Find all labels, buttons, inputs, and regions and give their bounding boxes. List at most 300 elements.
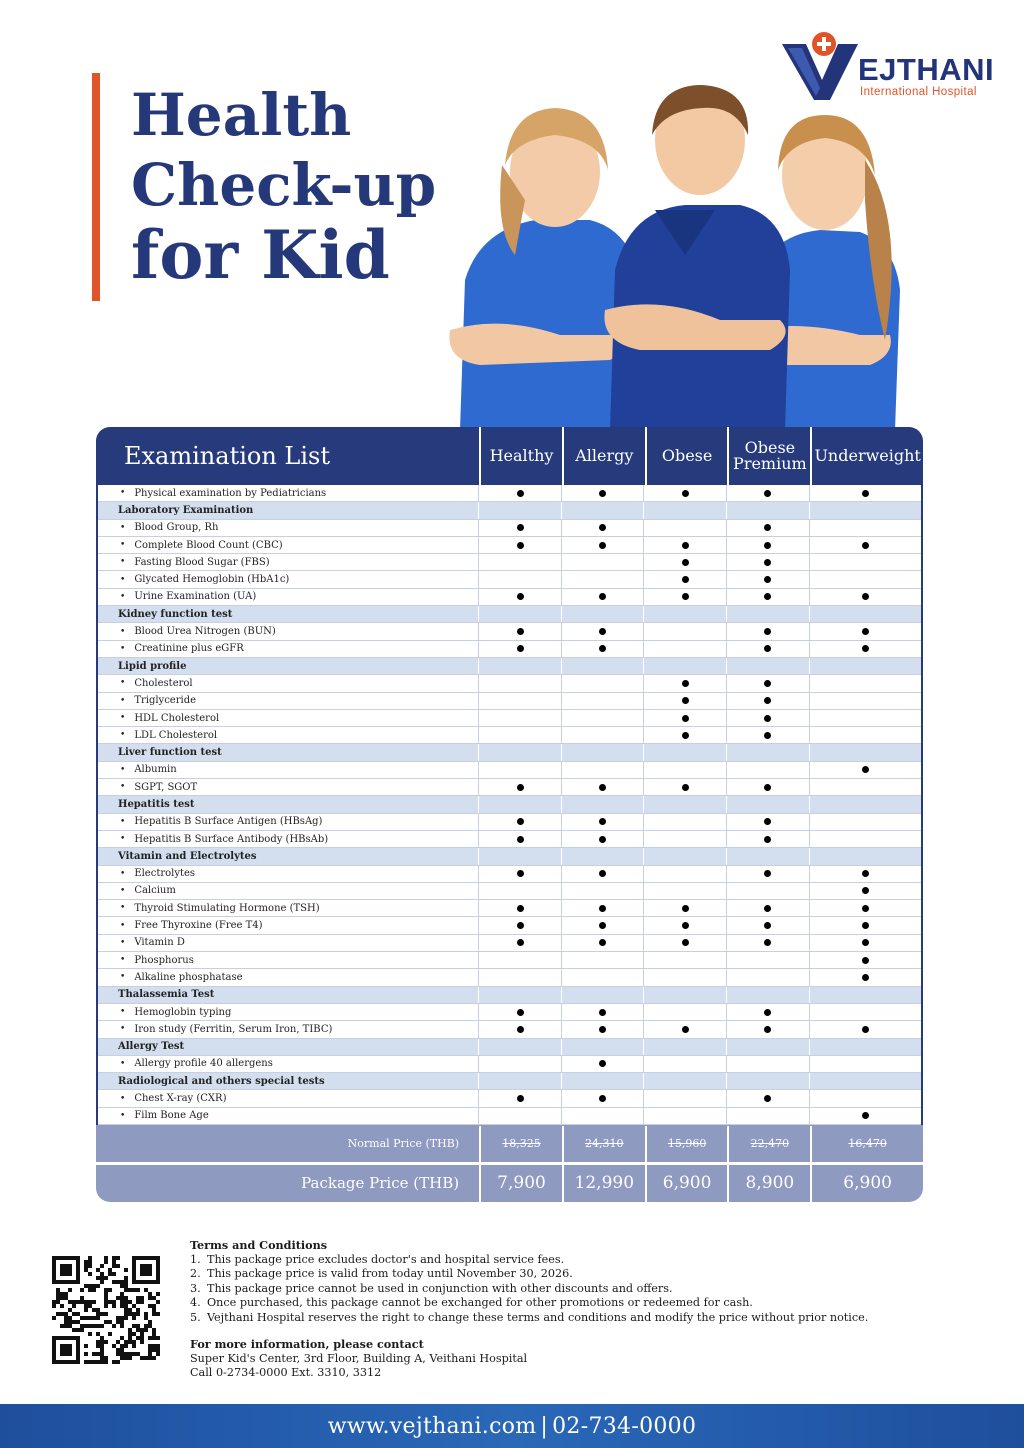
table-cell: [478, 1108, 561, 1124]
included-dot-icon: [599, 645, 606, 652]
table-cell: [561, 554, 644, 570]
table-cell: [726, 502, 809, 518]
bullet-icon: •: [120, 713, 126, 723]
table-cell: [726, 831, 809, 847]
table-cell: [478, 1073, 561, 1089]
table-cell: [478, 606, 561, 622]
table-cell: [478, 520, 561, 536]
table-row: [98, 762, 921, 779]
table-cell: [643, 935, 726, 951]
table-cell: [726, 1090, 809, 1106]
included-dot-icon: [764, 680, 771, 687]
table-row: [98, 710, 921, 727]
exam-label: Hemoglobin typing: [134, 1006, 232, 1018]
table-cell: [809, 502, 921, 518]
normal-price-obese: 15,960: [645, 1126, 728, 1162]
table-cell: [809, 762, 921, 778]
section-label: Allergy Test: [118, 1041, 185, 1053]
normal-price-healthy: 18,325: [479, 1126, 562, 1162]
included-dot-icon: [862, 887, 869, 894]
table-cell: [478, 779, 561, 795]
included-dot-icon: [764, 715, 771, 722]
included-dot-icon: [764, 697, 771, 704]
table-cell: [809, 606, 921, 622]
table-cell: [643, 485, 726, 501]
included-dot-icon: [764, 593, 771, 600]
section-row: [98, 502, 921, 519]
table-cell: [726, 1073, 809, 1089]
section-row: [98, 1039, 921, 1056]
table-cell: [643, 589, 726, 605]
title-line-1: Health: [131, 81, 352, 149]
exam-label: Calcium: [134, 885, 176, 897]
included-dot-icon: [517, 905, 524, 912]
table-row: [98, 571, 921, 588]
examination-table: [96, 427, 923, 1202]
bullet-icon: •: [120, 885, 126, 896]
col-header-allergy: Allergy: [562, 427, 645, 485]
section-label: Thalassemia Test: [118, 989, 215, 1001]
included-dot-icon: [599, 784, 606, 791]
table-cell: [478, 571, 561, 587]
table-cell: [726, 675, 809, 691]
included-dot-icon: [517, 1009, 524, 1016]
table-cell: [561, 693, 644, 709]
included-dot-icon: [599, 905, 606, 912]
table-cell: [726, 727, 809, 743]
included-dot-icon: [764, 576, 771, 583]
table-cell: [561, 589, 644, 605]
included-dot-icon: [517, 836, 524, 843]
table-row: [98, 900, 921, 917]
table-cell: [643, 952, 726, 968]
included-dot-icon: [599, 593, 606, 600]
exam-label: Creatinine plus eGFR: [134, 643, 244, 655]
table-cell: [643, 814, 726, 830]
table-cell: [561, 485, 644, 501]
table-body: [96, 485, 923, 1125]
included-dot-icon: [764, 818, 771, 825]
table-cell: [809, 1004, 921, 1020]
exam-label: Urine Examination (UA): [134, 591, 257, 603]
table-cell: [643, 675, 726, 691]
table-cell: [809, 1073, 921, 1089]
contact-phone: Call 0-2734-0000 Ext. 3310, 3312: [190, 1366, 382, 1379]
table-row: [98, 779, 921, 796]
table-cell: [643, 969, 726, 985]
table-cell: [726, 1021, 809, 1037]
bullet-icon: •: [120, 782, 126, 793]
table-cell: [809, 571, 921, 587]
package-price-obese-premium: 8,900: [727, 1165, 810, 1202]
table-cell: [643, 866, 726, 882]
table-cell: [643, 641, 726, 657]
table-cell: [726, 571, 809, 587]
table-row: [98, 520, 921, 537]
section-label: Hepatitis test: [118, 798, 195, 810]
package-price-label: Package Price (THB): [301, 1174, 460, 1193]
table-row: [98, 554, 921, 571]
bullet-icon: •: [120, 643, 126, 654]
table-row: [98, 1004, 921, 1021]
included-dot-icon: [599, 1095, 606, 1102]
title-line-2: Check-up: [131, 151, 437, 219]
col-header-obese: Obese: [645, 427, 728, 485]
table-cell: [478, 883, 561, 899]
table-cell: [809, 710, 921, 726]
table-cell: [561, 796, 644, 812]
table-cell: [561, 571, 644, 587]
table-cell: [726, 623, 809, 639]
table-cell: [561, 606, 644, 622]
table-cell: [809, 485, 921, 501]
table-row: [98, 1056, 921, 1073]
bullet-icon: •: [120, 920, 126, 931]
included-dot-icon: [682, 939, 689, 946]
table-cell: [643, 1039, 726, 1055]
table-cell: [643, 693, 726, 709]
normal-price-allergy: 24,310: [562, 1126, 645, 1162]
logo-subtitle: International Hospital: [860, 86, 977, 98]
table-cell: [726, 537, 809, 553]
included-dot-icon: [862, 593, 869, 600]
included-dot-icon: [517, 1026, 524, 1033]
exam-label: Triglyceride: [134, 695, 197, 707]
bullet-icon: •: [120, 937, 126, 948]
included-dot-icon: [862, 905, 869, 912]
included-dot-icon: [862, 1026, 869, 1033]
table-row: [98, 1021, 921, 1038]
included-dot-icon: [517, 628, 524, 635]
included-dot-icon: [862, 974, 869, 981]
table-cell: [643, 1108, 726, 1124]
included-dot-icon: [764, 559, 771, 566]
table-cell: [561, 866, 644, 882]
table-cell: [478, 641, 561, 657]
table-cell: [726, 917, 809, 933]
exam-label: Hepatitis B Surface Antibody (HBsAb): [134, 833, 329, 845]
table-cell: [561, 762, 644, 778]
table-cell: [561, 623, 644, 639]
included-dot-icon: [764, 784, 771, 791]
included-dot-icon: [599, 836, 606, 843]
table-cell: [478, 866, 561, 882]
section-row: [98, 744, 921, 761]
bullet-icon: •: [120, 695, 126, 706]
table-cell: [561, 969, 644, 985]
section-row: [98, 606, 921, 623]
table-cell: [561, 1073, 644, 1089]
package-price-underweight: 6,900: [810, 1165, 923, 1202]
section-row: [98, 848, 921, 865]
table-cell: [726, 710, 809, 726]
terms-section: [190, 1238, 970, 1381]
bullet-icon: •: [120, 955, 126, 966]
table-cell: [726, 866, 809, 882]
table-cell: [809, 623, 921, 639]
terms-heading: Terms and Conditions: [190, 1238, 328, 1252]
table-cell: [643, 831, 726, 847]
table-cell: [726, 762, 809, 778]
table-row: [98, 866, 921, 883]
bullet-icon: •: [120, 1007, 126, 1018]
included-dot-icon: [682, 490, 689, 497]
included-dot-icon: [517, 593, 524, 600]
table-row: [98, 589, 921, 606]
table-cell: [643, 1073, 726, 1089]
col-header-underweight: Underweight: [810, 427, 923, 485]
table-cell: [561, 917, 644, 933]
included-dot-icon: [682, 922, 689, 929]
table-cell: [561, 952, 644, 968]
table-cell: [809, 831, 921, 847]
table-cell: [643, 606, 726, 622]
included-dot-icon: [599, 490, 606, 497]
table-cell: [561, 883, 644, 899]
table-cell: [726, 935, 809, 951]
bullet-icon: •: [120, 816, 126, 827]
included-dot-icon: [599, 870, 606, 877]
bullet-icon: •: [120, 1093, 126, 1104]
table-cell: [643, 554, 726, 570]
table-cell: [478, 1056, 561, 1072]
table-cell: [478, 693, 561, 709]
table-row: [98, 1090, 921, 1107]
table-cell: [809, 675, 921, 691]
table-row: [98, 814, 921, 831]
qr-code[interactable]: [52, 1256, 160, 1364]
table-row: [98, 1108, 921, 1125]
page-title: [131, 80, 437, 294]
table-cell: [561, 1056, 644, 1072]
kids-photo: [440, 80, 910, 430]
included-dot-icon: [764, 836, 771, 843]
included-dot-icon: [517, 818, 524, 825]
table-cell: [809, 987, 921, 1003]
bullet-icon: •: [120, 1024, 126, 1035]
included-dot-icon: [682, 732, 689, 739]
table-cell: [643, 1004, 726, 1020]
included-dot-icon: [517, 645, 524, 652]
exam-label: SGPT, SGOT: [134, 781, 198, 793]
table-cell: [726, 1108, 809, 1124]
table-cell: [561, 537, 644, 553]
table-cell: [809, 1090, 921, 1106]
section-row: [98, 658, 921, 675]
col-header-healthy: Healthy: [479, 427, 562, 485]
table-cell: [561, 1108, 644, 1124]
table-cell: [478, 485, 561, 501]
table-cell: [478, 554, 561, 570]
exam-label: LDL Cholesterol: [134, 729, 218, 741]
phone-link[interactable]: 02-734-0000: [552, 1413, 697, 1439]
table-cell: [478, 1021, 561, 1037]
included-dot-icon: [862, 490, 869, 497]
table-cell: [809, 917, 921, 933]
bullet-icon: •: [120, 972, 126, 983]
section-label: Laboratory Examination: [118, 504, 254, 516]
included-dot-icon: [517, 939, 524, 946]
table-row: [98, 537, 921, 554]
table-cell: [478, 537, 561, 553]
bullet-icon: •: [120, 626, 126, 637]
included-dot-icon: [862, 542, 869, 549]
table-cell: [726, 520, 809, 536]
table-cell: [809, 589, 921, 605]
table-cell: [561, 779, 644, 795]
included-dot-icon: [862, 870, 869, 877]
included-dot-icon: [764, 490, 771, 497]
bullet-icon: •: [120, 1058, 126, 1069]
exam-label: Fasting Blood Sugar (FBS): [134, 556, 270, 568]
bullet-icon: •: [120, 488, 126, 499]
included-dot-icon: [682, 542, 689, 549]
table-cell: [561, 1004, 644, 1020]
bullet-icon: •: [120, 1110, 126, 1121]
table-cell: [643, 796, 726, 812]
table-row: [98, 969, 921, 986]
table-cell: [561, 814, 644, 830]
exam-label: Electrolytes: [134, 868, 196, 880]
exam-label: Free Thyroxine (Free T4): [134, 920, 263, 932]
exam-label: Phosphorus: [134, 954, 194, 966]
included-dot-icon: [682, 1026, 689, 1033]
included-dot-icon: [682, 905, 689, 912]
normal-price-obese-premium: 22,470: [727, 1126, 810, 1162]
included-dot-icon: [764, 628, 771, 635]
table-cell: [643, 623, 726, 639]
exam-label: HDL Cholesterol: [134, 712, 220, 724]
table-cell: [809, 952, 921, 968]
table-cell: [478, 831, 561, 847]
exam-label: Blood Group, Rh: [134, 522, 219, 534]
package-price-row: [96, 1165, 923, 1202]
table-cell: [478, 744, 561, 760]
exam-label: Allergy profile 40 allergens: [134, 1058, 273, 1070]
section-label: Lipid profile: [118, 660, 187, 672]
normal-price-underweight: 16,470: [810, 1126, 923, 1162]
table-cell: [561, 675, 644, 691]
terms-item: 4. Once purchased, this package cannot be exchanged for other promotions or redeemed for cash.: [190, 1296, 753, 1309]
table-cell: [643, 571, 726, 587]
exam-label: Iron study (Ferritin, Serum Iron, TIBC): [134, 1023, 333, 1035]
normal-price-row: [96, 1125, 923, 1162]
table-cell: [809, 641, 921, 657]
table-cell: [478, 710, 561, 726]
table-cell: [726, 1039, 809, 1055]
table-cell: [561, 987, 644, 1003]
footer-separator: |: [540, 1413, 549, 1439]
included-dot-icon: [599, 628, 606, 635]
bullet-icon: •: [120, 678, 126, 689]
table-cell: [561, 1039, 644, 1055]
contact-section: [190, 1337, 970, 1381]
table-row: [98, 485, 921, 502]
table-row: [98, 727, 921, 744]
included-dot-icon: [517, 542, 524, 549]
exam-label: Blood Urea Nitrogen (BUN): [134, 626, 276, 638]
table-cell: [809, 848, 921, 864]
exam-label: Cholesterol: [134, 677, 193, 689]
bullet-icon: •: [120, 574, 126, 585]
included-dot-icon: [682, 784, 689, 791]
included-dot-icon: [862, 766, 869, 773]
table-cell: [478, 1004, 561, 1020]
table-cell: [643, 537, 726, 553]
included-dot-icon: [764, 870, 771, 877]
included-dot-icon: [517, 922, 524, 929]
table-cell: [478, 1039, 561, 1055]
website-link[interactable]: www.vejthani.com: [327, 1413, 537, 1439]
terms-item: 5. Vejthani Hospital reserves the right to change these terms and conditions and modify the price without prior notice.: [190, 1310, 869, 1324]
table-cell: [726, 779, 809, 795]
included-dot-icon: [682, 559, 689, 566]
table-cell: [643, 848, 726, 864]
included-dot-icon: [517, 784, 524, 791]
table-cell: [809, 658, 921, 674]
table-cell: [809, 1021, 921, 1037]
table-cell: [561, 710, 644, 726]
exam-label: Physical examination by Pediatricians: [134, 487, 327, 499]
included-dot-icon: [517, 870, 524, 877]
included-dot-icon: [862, 922, 869, 929]
terms-item: 3. This package price cannot be used in conjunction with other discounts and offers.: [190, 1281, 673, 1295]
table-cell: [809, 866, 921, 882]
included-dot-icon: [599, 1009, 606, 1016]
table-cell: [478, 623, 561, 639]
table-cell: [561, 900, 644, 916]
table-row: [98, 952, 921, 969]
table-cell: [478, 900, 561, 916]
included-dot-icon: [517, 490, 524, 497]
table-cell: [643, 1090, 726, 1106]
table-cell: [643, 779, 726, 795]
included-dot-icon: [764, 524, 771, 531]
table-cell: [478, 589, 561, 605]
table-cell: [726, 952, 809, 968]
table-row: [98, 831, 921, 848]
bullet-icon: •: [120, 834, 126, 845]
included-dot-icon: [764, 922, 771, 929]
table-cell: [809, 900, 921, 916]
exam-label: Vitamin D: [134, 937, 185, 949]
table-cell: [809, 1056, 921, 1072]
table-cell: [809, 520, 921, 536]
terms-item: 2. This package price is valid from today until November 30, 2026.: [190, 1267, 573, 1280]
table-cell: [726, 987, 809, 1003]
terms-list: [190, 1253, 970, 1326]
table-row: [98, 917, 921, 934]
section-label: Liver function test: [118, 747, 222, 759]
table-cell: [478, 502, 561, 518]
table-cell: [726, 641, 809, 657]
included-dot-icon: [862, 645, 869, 652]
table-cell: [809, 796, 921, 812]
boy-figure: [604, 85, 790, 430]
title-line-3: for Kid: [131, 216, 390, 294]
table-cell: [478, 952, 561, 968]
included-dot-icon: [682, 697, 689, 704]
table-cell: [809, 814, 921, 830]
exam-label: Film Bone Age: [134, 1110, 209, 1122]
exam-label: Glycated Hemoglobin (HbA1c): [134, 574, 290, 586]
table-cell: [809, 969, 921, 985]
table-cell: [726, 485, 809, 501]
section-label: Vitamin and Electrolytes: [118, 850, 257, 862]
included-dot-icon: [599, 524, 606, 531]
included-dot-icon: [517, 1095, 524, 1102]
included-dot-icon: [764, 1026, 771, 1033]
